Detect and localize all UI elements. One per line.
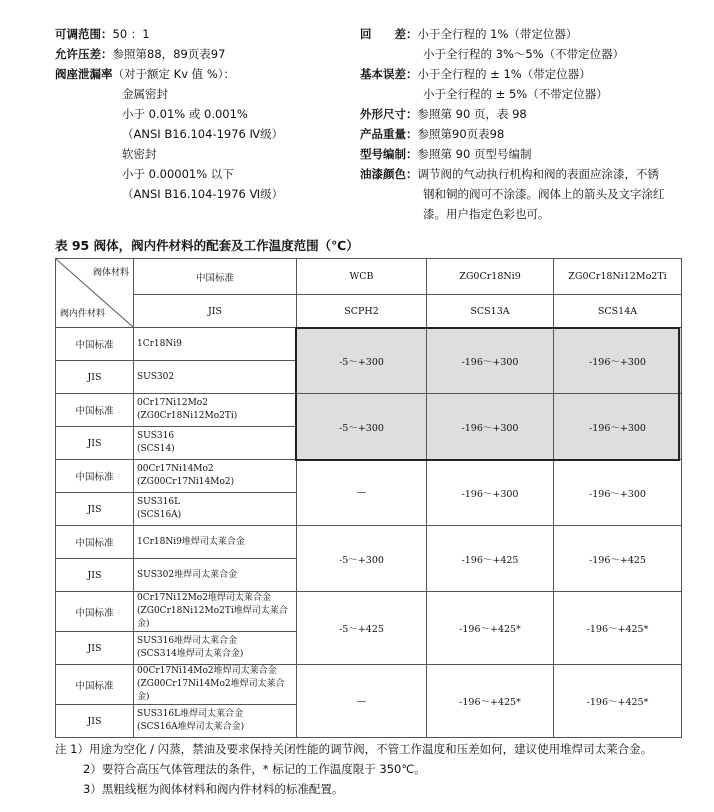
spec-leakage-label: 阀座泄漏率 xyxy=(55,67,113,81)
temp-cell: — xyxy=(297,665,427,738)
std-cell: 中国标准 xyxy=(56,394,134,427)
material-cell xyxy=(134,394,297,427)
corner-bottom-label: 阀内件材料 xyxy=(60,309,106,319)
header-std-cn: 中国标准 xyxy=(134,259,297,295)
spec-basic-error-label: 基本误差： xyxy=(360,67,418,81)
spec-paint xyxy=(360,164,659,184)
spec-leakage xyxy=(55,64,235,84)
spec-pressure-value: 参照第88，89页表97 xyxy=(112,47,226,61)
temp-cell: -196～+300 xyxy=(427,328,554,394)
table-row xyxy=(56,394,682,427)
spec-pressure-label: 允许压差： xyxy=(55,47,113,61)
spec-weight-value: 参照第90页表98 xyxy=(417,127,505,141)
std-cell: 中国标准 xyxy=(56,526,134,559)
spec-basic-error-line: 小于全行程的 ± 5%（不带定位器） xyxy=(423,87,608,101)
material-cell xyxy=(134,361,297,394)
leak-line: 软密封 xyxy=(122,147,157,161)
table-row xyxy=(56,526,682,559)
temp-cell: -5～+425 xyxy=(297,592,427,665)
note-line: 2）要符合高压气体管理法的条件，* 标记的工作温度限于 350℃。 xyxy=(83,762,426,776)
material-line: SUS302堆焊司太莱合金 xyxy=(137,569,238,580)
spec-hysteresis-line: 小于全行程的 1%（带定位器） xyxy=(417,27,578,41)
corner-top-label: 阀体材料 xyxy=(92,268,129,278)
header-body-jis: SCS14A xyxy=(554,295,682,328)
material-line: (SCS16A堆焊司太莱合金) xyxy=(137,722,245,732)
material-line: (ZG0Cr18Ni12Mo2Ti) xyxy=(137,411,238,421)
material-line: 0Cr17Ni12Mo2 xyxy=(137,398,208,408)
temp-cell: -196～+300 xyxy=(427,460,554,526)
material-cell xyxy=(134,493,297,526)
material-line: 00Cr17Ni14Mo2 xyxy=(137,464,214,474)
material-cell xyxy=(134,526,297,559)
header-body-cn: ZG0Cr18Ni9 xyxy=(427,259,554,295)
spec-paint-label: 油漆颜色： xyxy=(360,167,418,181)
std-cell: JIS xyxy=(56,705,134,738)
spec-basic-error xyxy=(360,64,591,84)
material-cell xyxy=(134,559,297,592)
material-line: (SCS14) xyxy=(137,444,175,454)
spec-dimensions xyxy=(360,104,527,124)
std-cell: JIS xyxy=(56,493,134,526)
material-line: SUS316堆焊司太莱合金 xyxy=(137,636,238,646)
temp-cell: -196～+300 xyxy=(554,328,682,394)
material-line: (SCS16A) xyxy=(137,510,182,520)
std-cell: 中国标准 xyxy=(56,665,134,705)
spec-paint-line: 漆。用户指定色彩也可。 xyxy=(423,207,550,221)
note-line: 3）黑粗线框为阀体材料和阀内件材料的标准配置。 xyxy=(83,782,344,796)
spec-paint-line: 调节阀的气动执行机构和阀的表面应涂漆，不锈 xyxy=(417,167,659,181)
material-cell xyxy=(134,665,297,705)
table-row xyxy=(56,592,682,632)
temp-cell: -196～+300 xyxy=(554,460,682,526)
material-line: 1Cr18Ni9堆焊司太莱合金 xyxy=(137,536,245,547)
corner-cell xyxy=(56,259,134,328)
temp-cell: -196～+425 xyxy=(554,526,682,592)
temp-cell: -196～+425* xyxy=(427,592,554,665)
table-caption: 表 95 阀体，阀内件材料的配套及工作温度范围（℃） xyxy=(55,238,359,253)
leak-line: （ANSI B16.104-1976 Ⅵ级） xyxy=(122,187,284,201)
material-cell xyxy=(134,632,297,665)
table-row xyxy=(56,665,682,705)
leak-line: 金属密封 xyxy=(122,87,168,101)
spec-model xyxy=(360,144,531,164)
material-line: 1Cr18Ni9 xyxy=(137,338,182,349)
spec-basic-error-line: 小于全行程的 ± 1%（带定位器） xyxy=(417,67,591,81)
temp-cell: — xyxy=(297,460,427,526)
material-line: 00Cr17Ni14Mo2堆焊司太莱合金 xyxy=(137,666,277,676)
temp-cell: -196～+425* xyxy=(554,592,682,665)
temp-cell: -5～+300 xyxy=(297,328,427,394)
std-cell: JIS xyxy=(56,632,134,665)
material-line: SUS316L xyxy=(137,497,181,507)
leak-line: 小于 0.01% 或 0.001% xyxy=(122,107,248,121)
spec-range-label: 可调范围： xyxy=(55,27,113,41)
spec-range-value: 50 ：1 xyxy=(112,27,150,41)
material-cell xyxy=(134,705,297,738)
temp-cell: -196～+300 xyxy=(554,394,682,460)
spec-leakage-value: （对于额定 Kv 值 %）： xyxy=(112,67,235,81)
spec-pressure xyxy=(55,44,225,64)
leakage-details xyxy=(122,84,283,204)
material-line: (ZG0Cr18Ni12Mo2Ti堆焊司太莱合金) xyxy=(137,606,288,629)
material-cell xyxy=(134,592,297,632)
table-row xyxy=(56,328,682,361)
material-line: SUS316L堆焊司太莱合金 xyxy=(137,709,244,719)
temp-cell: -196～+425* xyxy=(554,665,682,738)
temp-cell: -196～+425 xyxy=(427,526,554,592)
spec-range xyxy=(55,24,150,44)
leak-line: （ANSI B16.104-1976 Ⅳ级） xyxy=(122,127,284,141)
std-cell: 中国标准 xyxy=(56,328,134,361)
material-table xyxy=(55,258,682,738)
spec-weight xyxy=(360,124,504,144)
header-body-jis: SCPH2 xyxy=(297,295,427,328)
note-line: 注 1）用途为空化 / 闪蒸，禁油及要求保持关闭性能的调节阀，不管工作温度和压差如何，建议使用堆焊司太莱合金。 xyxy=(55,742,653,756)
temp-cell: -5～+300 xyxy=(297,526,427,592)
material-cell xyxy=(134,460,297,493)
std-cell: JIS xyxy=(56,361,134,394)
temp-cell: -5～+300 xyxy=(297,394,427,460)
table-row xyxy=(56,460,682,493)
std-cell: 中国标准 xyxy=(56,592,134,632)
spec-weight-label: 产品重量： xyxy=(360,127,418,141)
header-std-jis: JIS xyxy=(134,295,297,328)
spec-hysteresis-label: 回 差： xyxy=(360,27,418,41)
material-line: SUS316 xyxy=(137,431,175,441)
spec-dimensions-label: 外形尺寸： xyxy=(360,107,418,121)
spec-hysteresis xyxy=(360,24,577,44)
material-cell xyxy=(134,427,297,460)
spec-dimensions-value: 参照第 90 页，表 98 xyxy=(417,107,527,121)
std-cell: JIS xyxy=(56,559,134,592)
leak-line: 小于 0.00001% 以下 xyxy=(122,167,234,181)
spec-model-label: 型号编制： xyxy=(360,147,418,161)
std-cell: JIS xyxy=(56,427,134,460)
temp-cell: -196～+300 xyxy=(427,394,554,460)
header-body-cn: WCB xyxy=(297,259,427,295)
header-body-cn: ZG0Cr18Ni12Mo2Ti xyxy=(554,259,682,295)
std-cell: 中国标准 xyxy=(56,460,134,493)
material-line: SUS302 xyxy=(137,371,175,382)
spec-hysteresis-line: 小于全行程的 3%～5%（不带定位器） xyxy=(423,47,625,61)
header-body-jis: SCS13A xyxy=(427,295,554,328)
material-line: (ZG00Cr17Ni14Mo2堆焊司太莱合金) xyxy=(137,679,285,702)
temp-cell: -196～+425* xyxy=(427,665,554,738)
spec-model-value: 参照第 90 页型号编制 xyxy=(417,147,532,161)
spec-paint-line: 钢和铜的阀可不涂漆。阀体上的箭头及文字涂红 xyxy=(423,187,665,201)
material-line: (SCS314堆焊司太莱合金) xyxy=(137,649,244,659)
material-cell xyxy=(134,328,297,361)
material-line: 0Cr17Ni12Mo2堆焊司太莱合金 xyxy=(137,593,271,603)
material-line: (ZG00Cr17Ni14Mo2) xyxy=(137,477,235,487)
